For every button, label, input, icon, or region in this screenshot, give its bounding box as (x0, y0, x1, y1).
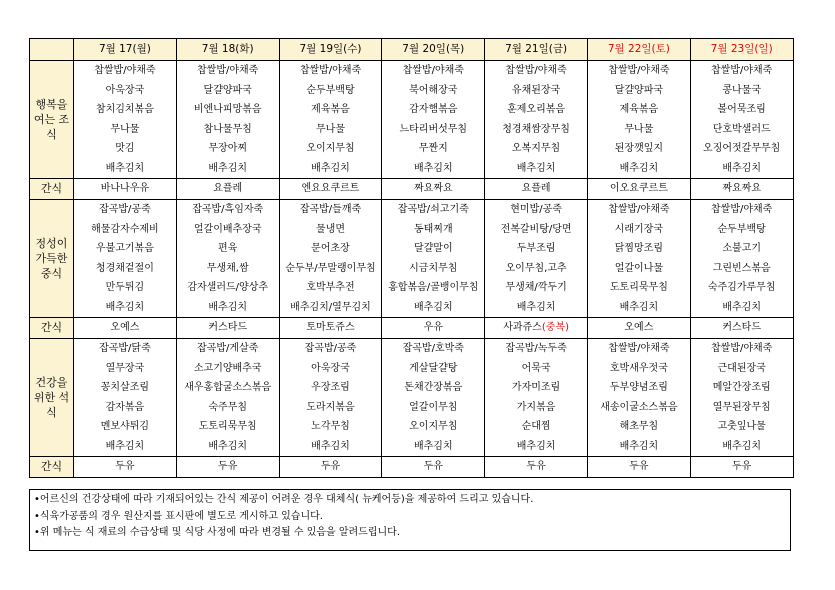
dinner-menu-item: 숙주무침 (176, 398, 279, 418)
snack-afternoon-item (176, 318, 279, 339)
snack-evening-item (690, 457, 793, 478)
dinner-menu-item: 배추김치 (279, 437, 382, 457)
breakfast-menu-item: 비엔나피망볶음 (176, 100, 279, 120)
snack-afternoon-item-text: 우유 (423, 322, 443, 334)
snack-morning-item (382, 179, 485, 200)
snack-afternoon-item-text: 오예스 (110, 322, 140, 334)
breakfast-menu-item: 달걀양파국 (587, 81, 690, 101)
snack-evening-item-text: 두유 (218, 461, 238, 473)
snack-morning-item-text: 바나나우유 (100, 183, 150, 195)
dinner-menu-item: 배추김치 (485, 437, 588, 457)
dinner-menu-item: 노각무침 (279, 417, 382, 437)
dinner-menu-item: 잡곡밥/호박죽 (382, 338, 485, 358)
lunch-menu-item: 얼갈이나물 (587, 259, 690, 279)
snack-evening-item (587, 457, 690, 478)
lunch-menu-item: 무생채/깍두기 (485, 278, 588, 298)
lunch-menu-item: 우불고기볶음 (74, 239, 177, 259)
lunch-row (30, 239, 794, 259)
snack-morning-item-text: 요플레 (521, 183, 551, 195)
dinner-menu-item: 호박새우젓국 (587, 359, 690, 379)
breakfast-menu-item: 배추김치 (74, 159, 177, 179)
snack-evening-item-text: 두유 (732, 461, 752, 473)
snack-morning-item-text: 엔요요쿠르트 (301, 183, 360, 195)
dinner-menu-item: 멘보샤튀김 (74, 417, 177, 437)
lunch-menu-item: 순두부/무말랭이무침 (279, 259, 382, 279)
snack-evening-item-text: 두유 (115, 461, 135, 473)
snack-afternoon-item-text: 토마토쥬스 (306, 322, 355, 334)
lunch-menu-item: 문어초장 (279, 239, 382, 259)
dinner-menu-item: 오이지무침 (382, 417, 485, 437)
breakfast-menu-item: 콩나물국 (690, 81, 793, 101)
breakfast-menu-item: 배추김치 (382, 159, 485, 179)
snack-evening-item-text: 두유 (320, 461, 341, 473)
breakfast-menu-item: 유채된장국 (485, 81, 588, 101)
dinner-menu-item: 소고기양배추국 (176, 359, 279, 379)
dinner-row (30, 417, 794, 437)
dinner-menu-item: 열무된장무침 (690, 398, 793, 418)
dinner-menu-item: 새우홍합굴소스볶음 (176, 378, 279, 398)
breakfast-menu-item: 훈제오리볶음 (485, 100, 588, 120)
header-corner (30, 39, 74, 61)
lunch-menu-item: 전복갈비탕/당면 (485, 220, 588, 240)
breakfast-menu-item: 순두부백탕 (279, 81, 382, 101)
notice-line: •어르신의 건강상태에 따라 기재되어있는 간식 제공이 어려운 경우 대체식( 뉴케어등)을 제공하여 드리고 있습니다. (34, 494, 534, 505)
breakfast-menu-item: 무나물 (587, 120, 690, 140)
snack-morning-item (485, 179, 588, 200)
dinner-menu-item: 잡곡밥/녹두죽 (485, 338, 588, 358)
snack-afternoon-item (485, 318, 588, 339)
snack-afternoon-item (587, 318, 690, 339)
breakfast-menu-item: 청경채쌈장무침 (485, 120, 588, 140)
dinner-row (30, 437, 794, 457)
dinner-menu-item: 잡곡밥/게살죽 (176, 338, 279, 358)
breakfast-menu-item: 배추김치 (587, 159, 690, 179)
dinner-menu-item: 두부양념조림 (587, 378, 690, 398)
allergen-note: (중복) (541, 322, 569, 334)
lunch-menu-item: 동태찌개 (382, 220, 485, 240)
lunch-menu-item: 찹쌀밥/야채죽 (587, 200, 690, 220)
snack-evening-item-text: 두유 (526, 461, 546, 473)
day-header-sat: 7월 22일(토) (587, 39, 690, 61)
dinner-menu-item: 감자볶음 (74, 398, 177, 418)
lunch-row (30, 298, 794, 318)
lunch-row (30, 278, 794, 298)
lunch-menu-item: 감자샐러드/양상추 (176, 278, 279, 298)
day-header-sun: 7월 23일(일) (690, 39, 793, 61)
dinner-row (30, 338, 794, 358)
lunch-menu-item: 배추김치/열무김치 (279, 298, 382, 318)
lunch-menu-item: 배추김치 (485, 298, 588, 318)
breakfast-menu-item: 무짠지 (382, 139, 485, 159)
dinner-menu-item: 어묵국 (485, 359, 588, 379)
dinner-menu-item: 근대된장국 (690, 359, 793, 379)
dinner-menu-item: 우장조림 (279, 378, 382, 398)
snack-evening-row (30, 457, 794, 478)
snack-evening-item (176, 457, 279, 478)
dinner-menu-item: 돈채간장볶음 (382, 378, 485, 398)
breakfast-menu-item: 달걀양파국 (176, 81, 279, 101)
breakfast-menu-item: 아욱장국 (74, 81, 177, 101)
day-header-mon: 7월 17(월) (74, 39, 177, 61)
breakfast-menu-item: 찹쌀밥/야채죽 (279, 61, 382, 81)
lunch-menu-item: 잡곡밥/들깨죽 (279, 200, 382, 220)
breakfast-menu-item: 찹쌀밥/야채죽 (690, 61, 793, 81)
breakfast-row (30, 100, 794, 120)
snack-morning-item-text: 이오요쿠르트 (609, 183, 668, 195)
day-header-thu: 7월 20일(목) (382, 39, 485, 61)
lunch-menu-item: 시래기장국 (587, 220, 690, 240)
breakfast-menu-item: 된장깻잎지 (587, 139, 690, 159)
lunch-menu-item: 홍합볶음/골뱅이무침 (382, 278, 485, 298)
snack-morning-item (176, 179, 279, 200)
breakfast-menu-item: 오징어젓갈무무침 (690, 139, 793, 159)
breakfast-row (30, 139, 794, 159)
breakfast-menu-item: 배추김치 (279, 159, 382, 179)
lunch-menu-item: 순두부백탕 (690, 220, 793, 240)
lunch-menu-item: 숙주김가루무침 (690, 278, 793, 298)
breakfast-menu-item: 참치김치볶음 (74, 100, 177, 120)
snack-morning-item-text: 짜요짜요 (722, 183, 761, 195)
snack-afternoon-item-text: 오예스 (624, 322, 654, 334)
lunch-menu-item: 잡곡밥/흑임자죽 (176, 200, 279, 220)
lunch-menu-item: 현미밥/공죽 (485, 200, 588, 220)
dinner-menu-item: 잡곡밥/공죽 (279, 338, 382, 358)
dinner-menu-item: 순대찜 (485, 417, 588, 437)
notice-box (29, 489, 791, 551)
dinner-menu-item: 도라지볶음 (279, 398, 382, 418)
snack-afternoon-label: 간식 (30, 318, 74, 339)
dinner-menu-item: 얼갈이무침 (382, 398, 485, 418)
breakfast-menu-item: 찹쌀밥/야채죽 (587, 61, 690, 81)
dinner-menu-item: 아욱장국 (279, 359, 382, 379)
lunch-menu-item: 두부조림 (485, 239, 588, 259)
snack-evening-label: 간식 (30, 457, 74, 478)
breakfast-row (30, 81, 794, 101)
lunch-menu-item: 호박부추전 (279, 278, 382, 298)
snack-morning-item-text: 요플레 (213, 183, 243, 195)
breakfast-menu-item: 배추김치 (690, 159, 793, 179)
snack-afternoon-item (74, 318, 177, 339)
breakfast-menu-item: 무나물 (74, 120, 177, 140)
breakfast-menu-item: 맛김 (74, 139, 177, 159)
snack-afternoon-item (690, 318, 793, 339)
dinner-menu-item: 배추김치 (690, 437, 793, 457)
snack-evening-item (485, 457, 588, 478)
lunch-menu-item: 무생채,쌈 (176, 259, 279, 279)
dinner-menu-item: 찹쌀밥/야채죽 (587, 338, 690, 358)
day-header-fri: 7월 21일(금) (485, 39, 588, 61)
notice-line: •식육가공품의 경우 원산지를 표시판에 별도로 게시하고 있습니다. (34, 510, 323, 522)
dinner-row (30, 359, 794, 379)
breakfast-row (30, 159, 794, 179)
snack-morning-item (690, 179, 793, 200)
breakfast-menu-item: 찹쌀밥/야채죽 (382, 61, 485, 81)
dinner-menu-item: 도토리묵무침 (176, 417, 279, 437)
dinner-menu-item: 찹쌀밥/야채죽 (690, 338, 793, 358)
breakfast-menu-item: 배추김치 (485, 159, 588, 179)
snack-afternoon-item-text: 사과쥬스 (503, 322, 542, 334)
dinner-row (30, 378, 794, 398)
notice-line: •위 메뉴는 식 재료의 수급상태 및 식당 사정에 따라 변경될 수 있음을 알려드립니다. (34, 527, 401, 538)
snack-evening-item (279, 457, 382, 478)
lunch-menu-item: 잡곡밥/공죽 (74, 200, 177, 220)
dinner-menu-item: 잡곡밥/닭죽 (74, 338, 177, 358)
lunch-menu-item: 배추김치 (690, 298, 793, 318)
dinner-menu-item: 해초무침 (587, 417, 690, 437)
breakfast-menu-item: 찹쌀밥/야채죽 (74, 61, 177, 81)
dinner-menu-item: 가자미조림 (485, 378, 588, 398)
snack-morning-row (30, 179, 794, 200)
lunch-row (30, 259, 794, 279)
lunch-menu-item: 청경채겉절이 (74, 259, 177, 279)
lunch-menu-item: 만두튀김 (74, 278, 177, 298)
snack-evening-item-text: 두유 (423, 461, 443, 473)
lunch-menu-item: 도토리묵무침 (587, 278, 690, 298)
breakfast-menu-item: 단호박샐러드 (690, 120, 793, 140)
snack-evening-item (382, 457, 485, 478)
snack-morning-label: 간식 (30, 179, 74, 200)
lunch-menu-item: 얼갈이배추장국 (176, 220, 279, 240)
breakfast-menu-item: 참나물무침 (176, 120, 279, 140)
breakfast-label: 행복을 여는 조식 (30, 61, 74, 179)
dinner-menu-item: 배추김치 (382, 437, 485, 457)
lunch-menu-item: 배추김치 (587, 298, 690, 318)
breakfast-menu-item: 무나물 (279, 120, 382, 140)
snack-afternoon-item-text: 커스타드 (722, 322, 761, 334)
day-header-wed: 7월 19일(수) (279, 39, 382, 61)
breakfast-row (30, 120, 794, 140)
snack-morning-item (74, 179, 177, 200)
lunch-menu-item: 오이무침,고추 (485, 259, 588, 279)
breakfast-menu-item: 오이지무침 (279, 139, 382, 159)
snack-afternoon-item-text: 커스타드 (208, 322, 248, 334)
snack-evening-item-text: 두유 (629, 461, 649, 473)
lunch-menu-item: 잡곡밥/쇠고기죽 (382, 200, 485, 220)
lunch-menu-item: 편육 (176, 239, 279, 259)
lunch-menu-item: 찹쌀밥/야채죽 (690, 200, 793, 220)
dinner-menu-item: 가지볶음 (485, 398, 588, 418)
table-header-row (30, 39, 794, 61)
lunch-menu-item: 배추김치 (176, 298, 279, 318)
lunch-menu-item: 닭찜망조림 (587, 239, 690, 259)
lunch-menu-item: 배추김치 (74, 298, 177, 318)
breakfast-menu-item: 볼어묵조림 (690, 100, 793, 120)
dinner-row (30, 398, 794, 418)
breakfast-menu-item: 감자햄볶음 (382, 100, 485, 120)
breakfast-menu-item: 제육볶음 (279, 100, 382, 120)
day-header-tue: 7월 18(화) (176, 39, 279, 61)
breakfast-menu-item: 찹쌀밥/야채죽 (176, 61, 279, 81)
lunch-row (30, 200, 794, 220)
dinner-menu-item: 배추김치 (176, 437, 279, 457)
snack-morning-item-text: 짜요짜요 (413, 183, 453, 195)
dinner-menu-item: 배추김치 (587, 437, 690, 457)
snack-afternoon-row (30, 318, 794, 339)
lunch-menu-item: 달걀말이 (382, 239, 485, 259)
lunch-menu-item: 시금치무침 (382, 259, 485, 279)
breakfast-menu-item: 느타리버섯무침 (382, 120, 485, 140)
lunch-menu-item: 물냉면 (279, 220, 382, 240)
lunch-menu-item: 소불고기 (690, 239, 793, 259)
lunch-row (30, 220, 794, 240)
breakfast-row (30, 61, 794, 81)
snack-morning-item (587, 179, 690, 200)
breakfast-menu-item: 오복지무침 (485, 139, 588, 159)
dinner-menu-item: 메알간장조림 (690, 378, 793, 398)
dinner-menu-item: 고춧잎나물 (690, 417, 793, 437)
breakfast-menu-item: 북어해장국 (382, 81, 485, 101)
dinner-menu-item: 열무장국 (74, 359, 177, 379)
dinner-label: 건강을 위한 석식 (30, 338, 74, 456)
snack-afternoon-item (279, 318, 382, 339)
breakfast-menu-item: 제육볶음 (587, 100, 690, 120)
breakfast-menu-item: 무장아찌 (176, 139, 279, 159)
lunch-menu-item: 해물감자수제비 (74, 220, 177, 240)
lunch-menu-item: 배추김치 (382, 298, 485, 318)
dinner-menu-item: 새송이굴소스볶음 (587, 398, 690, 418)
snack-afternoon-item (382, 318, 485, 339)
snack-evening-item (74, 457, 177, 478)
lunch-menu-item: 그린빈스볶음 (690, 259, 793, 279)
breakfast-menu-item: 찹쌀밥/야채죽 (485, 61, 588, 81)
dinner-menu-item: 배추김치 (74, 437, 177, 457)
lunch-label: 정성이 가득한 중식 (30, 200, 74, 318)
dinner-menu-item: 게살달걀탕 (382, 359, 485, 379)
breakfast-menu-item: 배추김치 (176, 159, 279, 179)
dinner-menu-item: 꽁치살조림 (74, 378, 177, 398)
snack-morning-item (279, 179, 382, 200)
weekly-meal-table (29, 38, 794, 478)
